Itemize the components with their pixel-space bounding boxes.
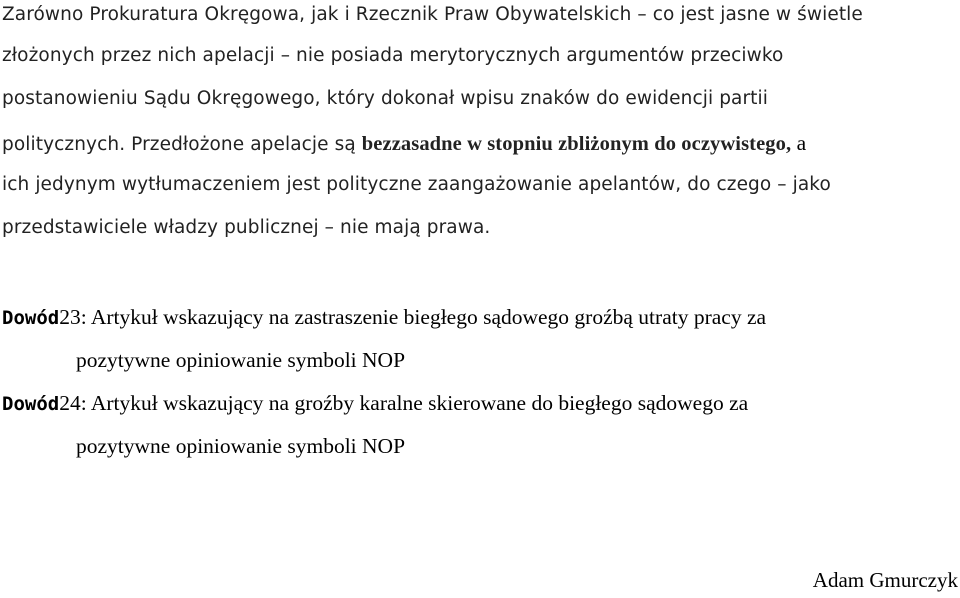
evidence-24 <box>2 391 748 416</box>
evidence-23-continuation: pozytywne opiniowanie symboli NOP <box>76 348 406 372</box>
evidence-label: Dowód <box>2 393 60 415</box>
paragraph-line-4-end: a <box>791 131 807 155</box>
paragraph-line-2: złożonych przez nich apelacji – nie posiada merytorycznych argumentów przeciwko <box>2 45 784 66</box>
evidence-text: : Artykuł wskazujący na zastraszenie biegłego sądowego groźbą utraty pracy za <box>80 305 767 329</box>
paragraph-line-1: Zarówno Prokuratura Okręgowa, jak i Rzecznik Praw Obywatelskich – co jest jasne w świetle <box>2 4 863 25</box>
emphasis-bold-text: bezzasadne w stopniu zbliżonym do oczywistego, <box>361 133 792 155</box>
paragraph-line-3: postanowieniu Sądu Okręgowego, który dokonał wpisu znaków do ewidencji partii <box>2 88 769 109</box>
evidence-number: 24 <box>59 391 81 415</box>
signature: Adam Gmurczyk <box>812 568 958 592</box>
evidence-text: : Artykuł wskazujący na groźby karalne skierowane do biegłego sądowego za <box>80 391 749 415</box>
paragraph-line-6: przedstawiciele władzy publicznej – nie mają prawa. <box>2 217 491 238</box>
evidence-number: 23 <box>59 305 81 329</box>
paragraph-line-4-text: politycznych. Przedłożone apelacje są <box>2 134 362 155</box>
evidence-23 <box>2 305 766 330</box>
evidence-label: Dowód <box>2 307 60 329</box>
paragraph-line-5: ich jedynym wytłumaczeniem jest polityczne zaangażowanie apelantów, do czego – jako <box>2 174 831 195</box>
paragraph-line-4 <box>2 131 806 156</box>
evidence-24-continuation: pozytywne opiniowanie symboli NOP <box>76 434 406 458</box>
